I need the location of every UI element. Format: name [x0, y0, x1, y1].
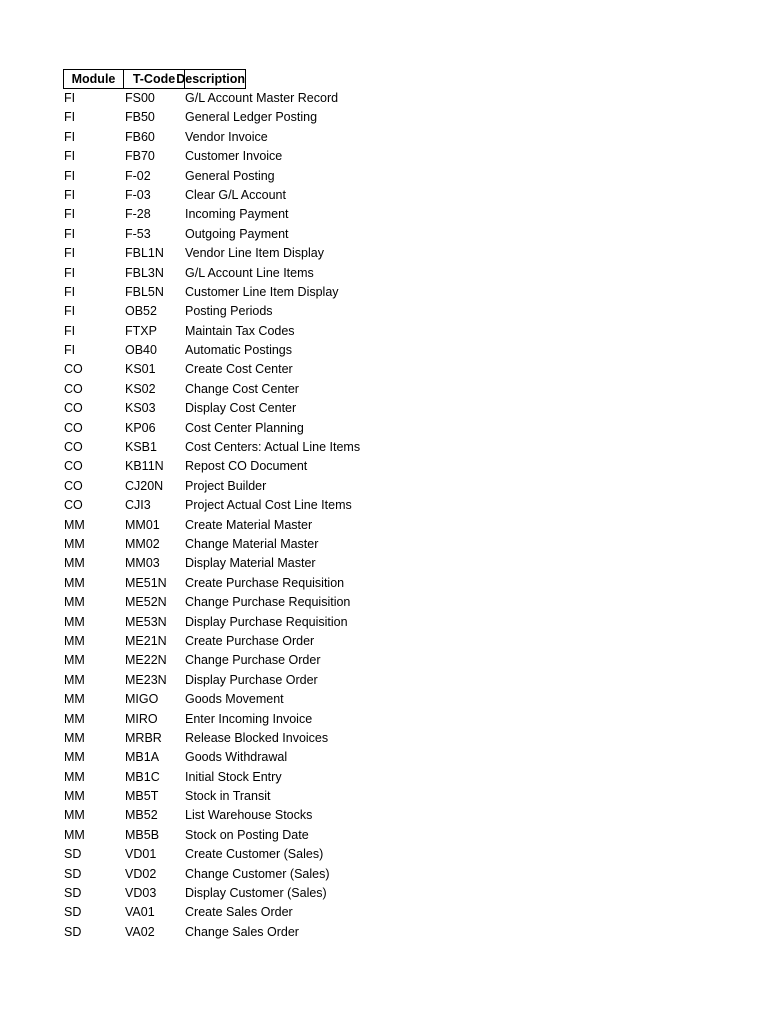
cell-tcode: ME23N: [125, 672, 167, 687]
cell-tcode: FS00: [125, 91, 155, 105]
cell-module: CO: [64, 459, 83, 474]
header-module: Module: [63, 69, 124, 89]
cell-module: MM: [64, 517, 85, 532]
cell-description: Create Material Master: [185, 517, 313, 532]
cell-tcode: VA02: [125, 924, 155, 939]
table-row: [63, 923, 360, 942]
cell-description: Customer Invoice: [185, 149, 283, 164]
table-row: [63, 535, 360, 554]
cell-module: MM: [64, 653, 85, 668]
cell-description: Create Customer (Sales): [185, 847, 324, 862]
table-row: [63, 438, 360, 457]
cell-description: Posting Periods: [185, 304, 273, 319]
cell-tcode: VD01: [125, 847, 157, 862]
cell-module: FI: [64, 304, 76, 319]
cell-description: Project Actual Cost Line Items: [185, 498, 352, 513]
cell-description: General Posting: [185, 168, 275, 183]
table-row: [63, 613, 360, 632]
cell-module: MM: [64, 575, 85, 590]
table-row: [63, 360, 360, 379]
table-row: [63, 710, 360, 729]
cell-description: General Ledger Posting: [185, 110, 318, 125]
cell-module: FI: [64, 91, 76, 105]
cell-module: MM: [64, 692, 85, 707]
table-row: [63, 108, 360, 127]
table-row: [63, 457, 360, 476]
cell-tcode: ME21N: [125, 633, 167, 648]
cell-description: G/L Account Master Record: [185, 91, 339, 105]
cell-tcode: FBL5N: [125, 284, 164, 299]
cell-module: SD: [64, 866, 82, 881]
table-row: [63, 826, 360, 845]
cell-tcode: MIGO: [125, 692, 159, 707]
cell-description: Stock on Posting Date: [185, 827, 309, 842]
table-row: [63, 632, 360, 651]
cell-tcode: KP06: [125, 420, 156, 435]
cell-description: Change Customer (Sales): [185, 866, 330, 881]
cell-description: Automatic Postings: [185, 343, 292, 358]
cell-description: Change Material Master: [185, 536, 319, 551]
table-row: [63, 341, 360, 360]
cell-description: Create Purchase Order: [185, 633, 315, 648]
table-row: [63, 768, 360, 787]
table-row: [63, 205, 360, 224]
cell-tcode: FBL3N: [125, 265, 164, 280]
table-row: [63, 903, 360, 922]
cell-tcode: FBL1N: [125, 246, 164, 261]
cell-tcode: KS03: [125, 401, 156, 416]
cell-description: Project Builder: [185, 478, 267, 493]
cell-tcode: OB40: [125, 343, 157, 358]
cell-tcode: MIRO: [125, 711, 158, 726]
cell-module: MM: [64, 769, 85, 784]
cell-module: CO: [64, 401, 83, 416]
cell-description: Create Sales Order: [185, 905, 293, 920]
table-row: [63, 244, 360, 263]
table-row: [63, 671, 360, 690]
cell-description: Goods Withdrawal: [185, 750, 288, 765]
cell-description: Enter Incoming Invoice: [185, 711, 313, 726]
cell-description: Clear G/L Account: [185, 187, 286, 202]
cell-module: FI: [64, 265, 76, 280]
cell-module: MM: [64, 730, 85, 745]
cell-description: Initial Stock Entry: [185, 769, 282, 784]
table-row: [63, 787, 360, 806]
cell-description: Customer Line Item Display: [185, 284, 339, 299]
table-row: [63, 884, 360, 903]
cell-module: FI: [64, 110, 76, 125]
cell-description: Outgoing Payment: [185, 226, 289, 241]
cell-tcode: FB70: [125, 149, 155, 164]
cell-module: MM: [64, 595, 85, 610]
table-row: [63, 322, 360, 341]
cell-description: Release Blocked Invoices: [185, 730, 329, 745]
table-row: [63, 380, 360, 399]
table-row: [63, 574, 360, 593]
cell-description: Cost Center Planning: [185, 420, 304, 435]
table-row: [63, 690, 360, 709]
cell-module: CO: [64, 498, 83, 513]
cell-module: CO: [64, 478, 83, 493]
header-description-text: Description: [176, 72, 245, 86]
cell-description: Maintain Tax Codes: [185, 323, 295, 338]
cell-tcode: FB50: [125, 110, 155, 125]
cell-description: Display Purchase Requisition: [185, 614, 348, 629]
cell-module: MM: [64, 789, 85, 804]
table-row: [63, 147, 360, 166]
cell-tcode: FTXP: [125, 323, 157, 338]
cell-tcode: KS01: [125, 362, 156, 377]
cell-module: CO: [64, 381, 83, 396]
cell-description: Display Customer (Sales): [185, 886, 327, 901]
cell-description: Display Material Master: [185, 556, 316, 571]
cell-module: SD: [64, 924, 82, 939]
cell-module: FI: [64, 323, 76, 338]
cell-tcode: ME22N: [125, 653, 167, 668]
table-row: [63, 89, 360, 108]
cell-tcode: VA01: [125, 905, 155, 920]
table-header-row: [63, 69, 360, 89]
cell-description: Display Purchase Order: [185, 672, 318, 687]
cell-description: G/L Account Line Items: [185, 265, 314, 280]
table-row: [63, 845, 360, 864]
cell-tcode: MB52: [125, 808, 158, 823]
cell-tcode: FB60: [125, 129, 155, 144]
cell-tcode: MB1C: [125, 769, 160, 784]
table-row: [63, 477, 360, 496]
table-row: [63, 186, 360, 205]
table-row: [63, 283, 360, 302]
header-description: [176, 69, 246, 89]
table-row: [63, 865, 360, 884]
cell-module: SD: [64, 886, 82, 901]
table-row: [63, 516, 360, 535]
table-row: [63, 419, 360, 438]
cell-module: CO: [64, 420, 83, 435]
cell-description: Display Cost Center: [185, 401, 297, 416]
cell-description: Goods Movement: [185, 692, 284, 707]
cell-tcode: KSB1: [125, 440, 157, 455]
cell-module: FI: [64, 343, 76, 358]
cell-description: Stock in Transit: [185, 789, 271, 804]
tcode-table: [63, 69, 360, 942]
cell-module: FI: [64, 187, 76, 202]
cell-description: Create Cost Center: [185, 362, 293, 377]
cell-module: MM: [64, 750, 85, 765]
cell-description: Change Purchase Requisition: [185, 595, 351, 610]
table-row: [63, 399, 360, 418]
cell-tcode: MM01: [125, 517, 160, 532]
table-row: [63, 593, 360, 612]
cell-module: FI: [64, 246, 76, 261]
cell-tcode: F-02: [125, 168, 151, 183]
cell-module: CO: [64, 440, 83, 455]
cell-description: Change Sales Order: [185, 924, 299, 939]
table-row: [63, 748, 360, 767]
cell-module: MM: [64, 536, 85, 551]
table-row: [63, 651, 360, 670]
cell-description: Vendor Invoice: [185, 129, 268, 144]
cell-tcode: VD03: [125, 886, 157, 901]
cell-module: MM: [64, 711, 85, 726]
table-row: [63, 729, 360, 748]
cell-description: List Warehouse Stocks: [185, 808, 313, 823]
cell-module: MM: [64, 672, 85, 687]
cell-module: SD: [64, 847, 82, 862]
cell-module: CO: [64, 362, 83, 377]
cell-description: Change Cost Center: [185, 381, 299, 396]
cell-module: MM: [64, 556, 85, 571]
cell-tcode: F-28: [125, 207, 151, 222]
table-body: [63, 89, 360, 942]
cell-module: FI: [64, 168, 76, 183]
cell-module: MM: [64, 808, 85, 823]
table-row: [63, 806, 360, 825]
table-row: [63, 302, 360, 321]
cell-tcode: CJ20N: [125, 478, 164, 493]
cell-tcode: OB52: [125, 304, 157, 319]
cell-tcode: MB5T: [125, 789, 159, 804]
cell-description: Create Purchase Requisition: [185, 575, 345, 590]
table-row: [63, 496, 360, 515]
cell-tcode: CJI3: [125, 498, 151, 513]
cell-module: MM: [64, 633, 85, 648]
table-row: [63, 128, 360, 147]
cell-description: Cost Centers: Actual Line Items: [185, 440, 361, 455]
cell-tcode: KB11N: [125, 459, 164, 474]
table-row: [63, 554, 360, 573]
cell-tcode: MRBR: [125, 730, 162, 745]
cell-tcode: ME53N: [125, 614, 167, 629]
table-row: [63, 225, 360, 244]
cell-description: Repost CO Document: [185, 459, 308, 474]
cell-module: FI: [64, 207, 76, 222]
cell-tcode: VD02: [125, 866, 157, 881]
cell-tcode: ME52N: [125, 595, 167, 610]
cell-module: MM: [64, 827, 85, 842]
cell-module: SD: [64, 905, 82, 920]
cell-description: Incoming Payment: [185, 207, 289, 222]
table-row: [63, 167, 360, 186]
cell-module: FI: [64, 284, 76, 299]
cell-tcode: MM02: [125, 536, 160, 551]
cell-tcode: F-03: [125, 187, 151, 202]
cell-tcode: MB5B: [125, 827, 160, 842]
cell-tcode: MB1A: [125, 750, 160, 765]
cell-description: Change Purchase Order: [185, 653, 321, 668]
cell-tcode: MM03: [125, 556, 160, 571]
header-tcode: T-Code: [124, 69, 185, 89]
table-row: [63, 264, 360, 283]
cell-description: Vendor Line Item Display: [185, 246, 324, 261]
cell-tcode: ME51N: [125, 575, 167, 590]
cell-module: MM: [64, 614, 85, 629]
cell-tcode: KS02: [125, 381, 156, 396]
cell-tcode: F-53: [125, 226, 151, 241]
cell-module: FI: [64, 149, 76, 164]
cell-module: FI: [64, 129, 76, 144]
cell-module: FI: [64, 226, 76, 241]
